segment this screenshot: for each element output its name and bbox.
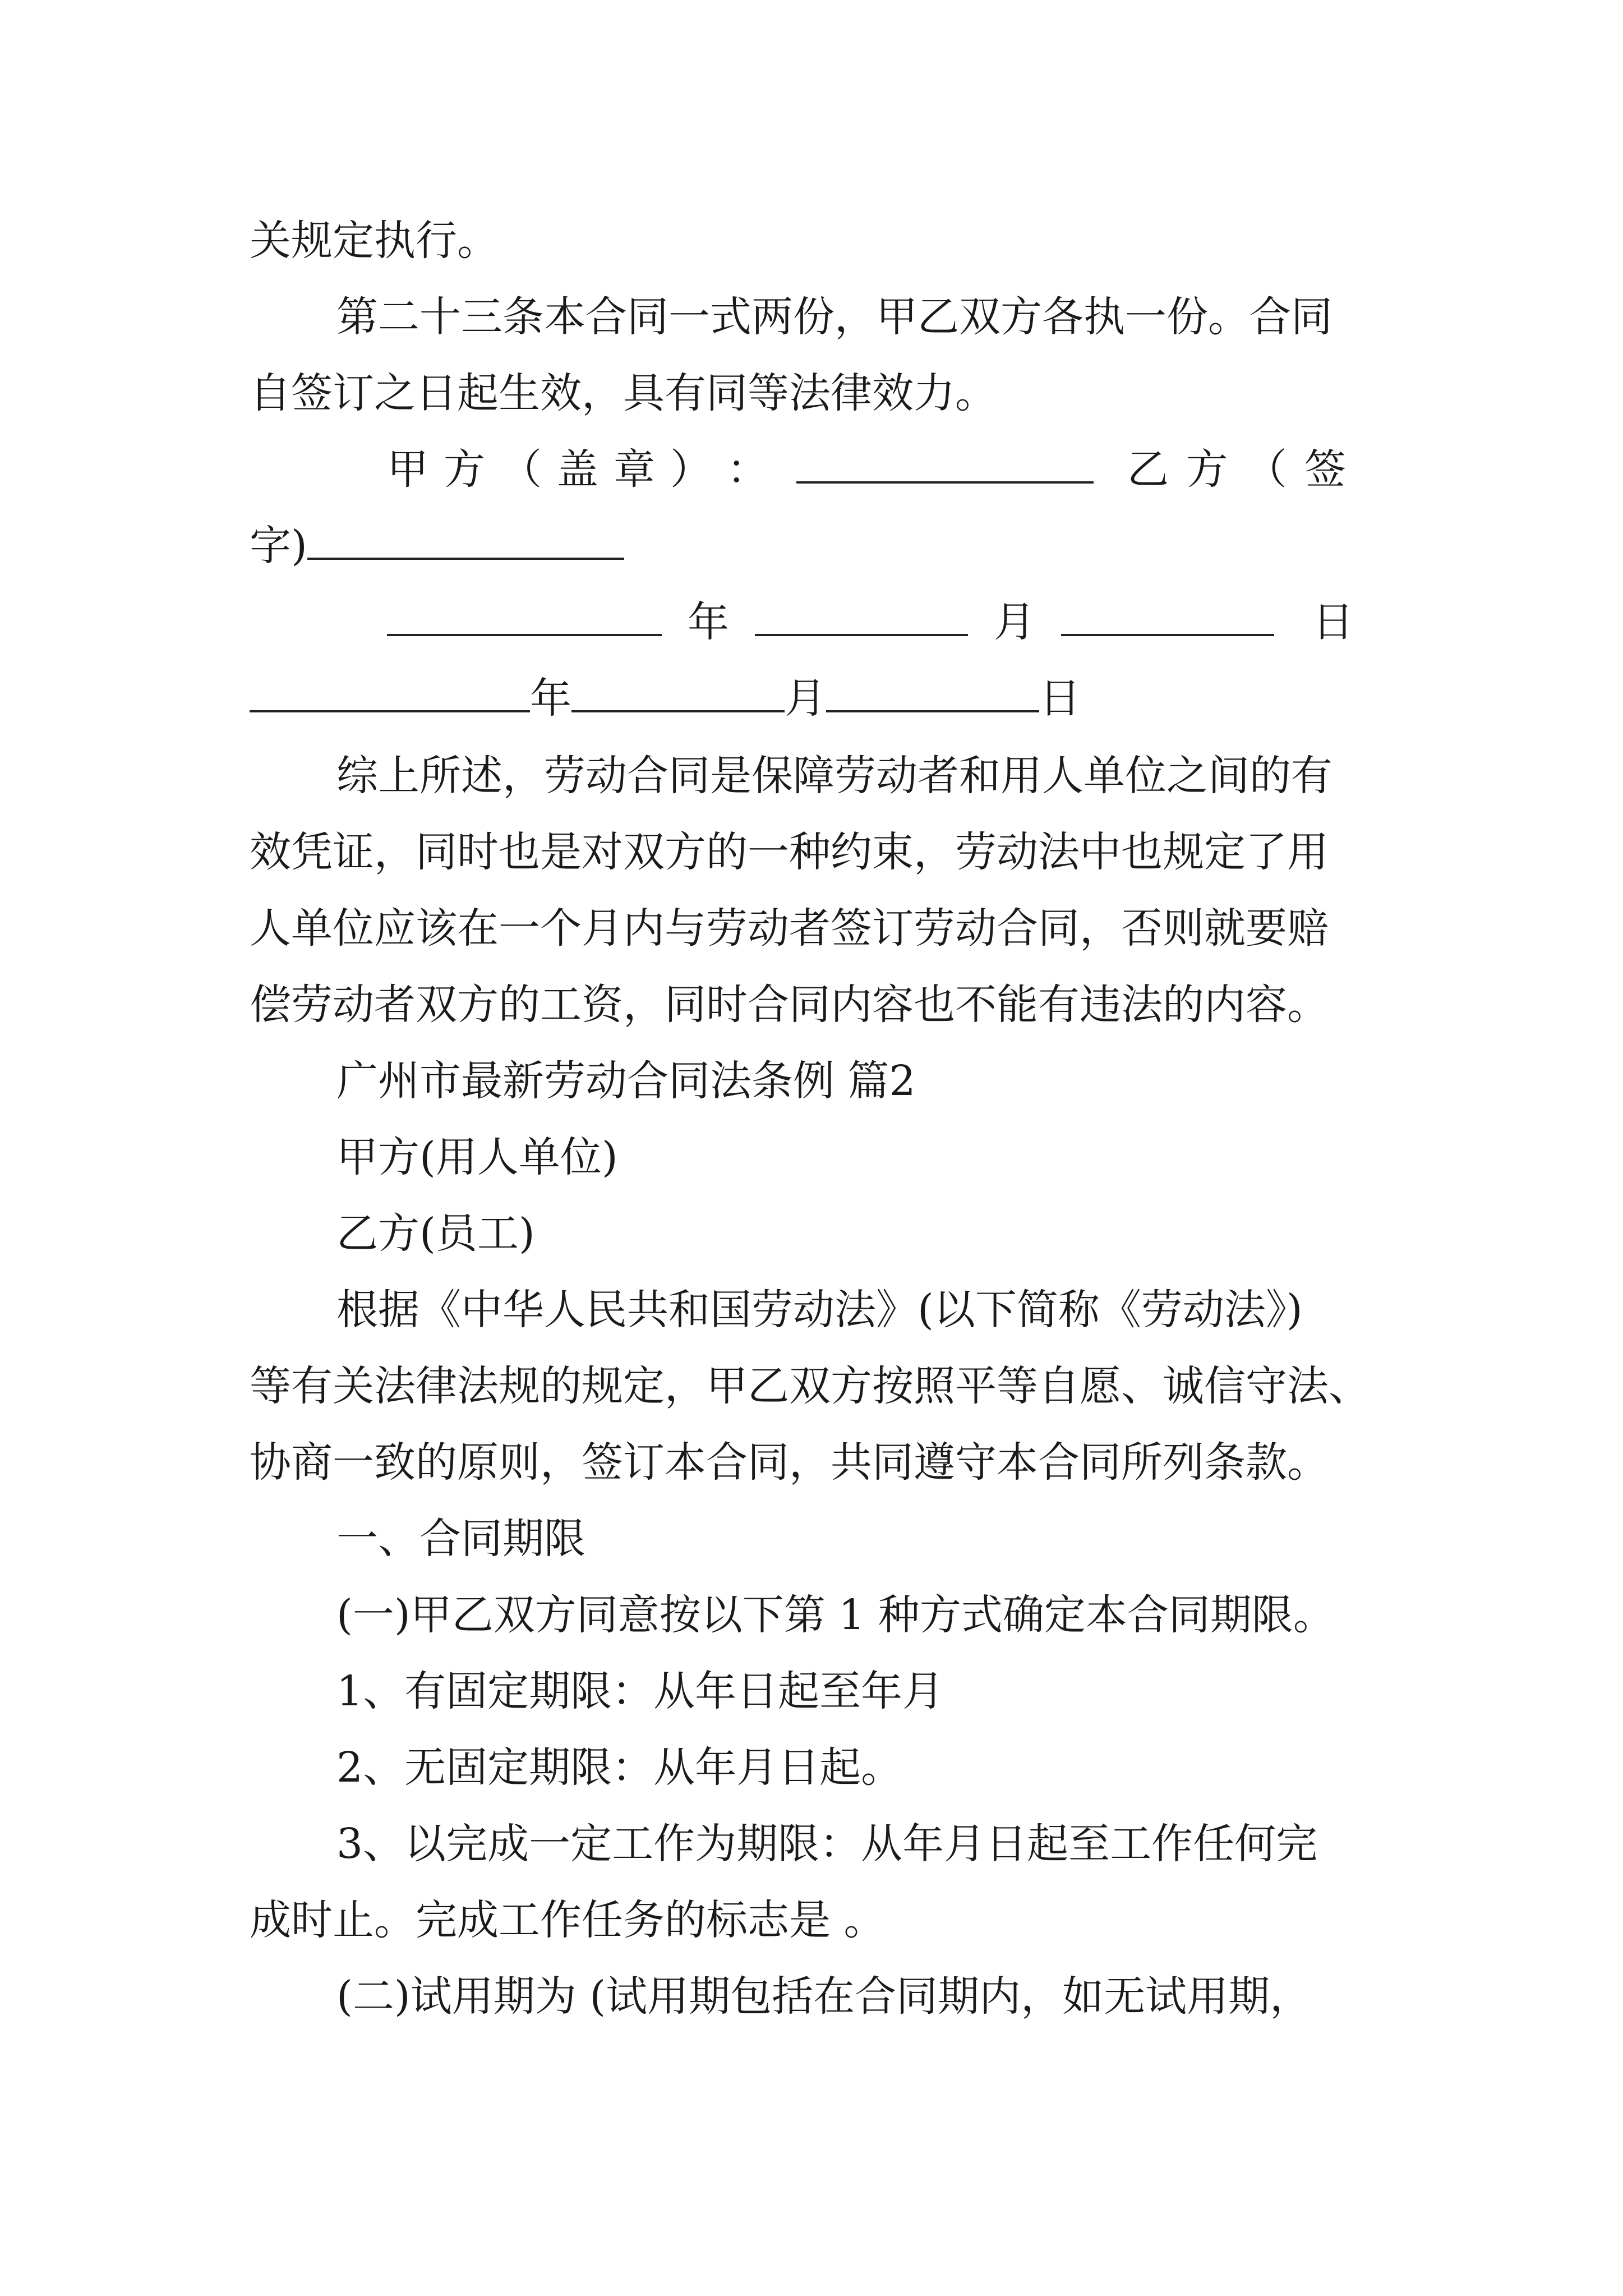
text-line: 成时止。完成工作任务的标志是 。 [250,1896,886,1944]
text-line: 第二十三条本合同一式两份，甲乙双方各执一份。合同 [336,293,1332,341]
year-label: 年 [530,674,571,723]
day-label: 日 [1039,674,1081,723]
text-line: 等有关法律法规的规定，甲乙双方按照平等自愿、诚信守法、 [250,1362,1370,1410]
month-label: 月 [994,598,1035,646]
text-line: 人单位应该在一个月内与劳动者签订劳动合同，否则就要赔 [250,904,1329,953]
signature-row [387,445,1374,494]
day-blank[interactable] [826,678,1039,712]
text-line: 偿劳动者双方的工资，同时合同内容也不能有违法的内容。 [250,981,1329,1029]
text-line: 自签订之日起生效，具有同等法律效力。 [250,369,997,417]
month-label: 月 [785,674,826,723]
year-label: 年 [688,598,729,646]
text-line: (一)甲乙双方同意按以下第 1 种方式确定本合同期限。 [336,1591,1335,1639]
party-b-sign-label-cont: 字) [250,522,307,570]
list-item: 2、无固定期限：从年月日起。 [336,1743,903,1792]
party-b-label: 乙方(员工) [336,1209,535,1258]
day-blank[interactable] [1061,601,1274,636]
day-label: 日 [1312,598,1354,646]
year-blank[interactable] [250,678,530,712]
text-line: 根据《中华人民共和国劳动法》(以下简称《劳动法》) [336,1286,1303,1334]
month-blank[interactable] [755,601,968,636]
text-line: 综上所述，劳动合同是保障劳动者和用人单位之间的有 [336,752,1332,800]
date-row-party-a [387,598,1354,646]
party-a-sign-label: 甲 方 （ 盖 章 ） ： [387,445,768,494]
party-b-sign-label: 乙 方 （ 签 [1127,445,1346,494]
month-blank[interactable] [571,678,785,712]
clause-heading: 一、合同期限 [336,1515,585,1563]
party-b-signature-blank[interactable] [307,525,624,560]
party-a-label: 甲方(用人单位) [336,1133,618,1181]
text-line: 关规定执行。 [250,217,499,265]
party-a-signature-blank[interactable] [796,449,1094,484]
year-blank[interactable] [387,601,662,636]
list-item: 3、以完成一定工作为期限：从年月日起至工作任何完 [336,1820,1318,1868]
text-line: (二)试用期为 (试用期包括在合同期内，如无试用期， [336,1972,1312,2021]
signature-row-continued [250,522,624,570]
date-row-party-b [250,674,1081,723]
text-line: 效凭证，同时也是对双方的一种约束，劳动法中也规定了用 [250,828,1329,876]
list-item: 1、有固定期限：从年日起至年月 [336,1667,944,1715]
text-line: 协商一致的原则，签订本合同，共同遵守本合同所列条款。 [250,1438,1329,1487]
section-heading: 广州市最新劳动合同法条例 篇2 [336,1057,916,1105]
